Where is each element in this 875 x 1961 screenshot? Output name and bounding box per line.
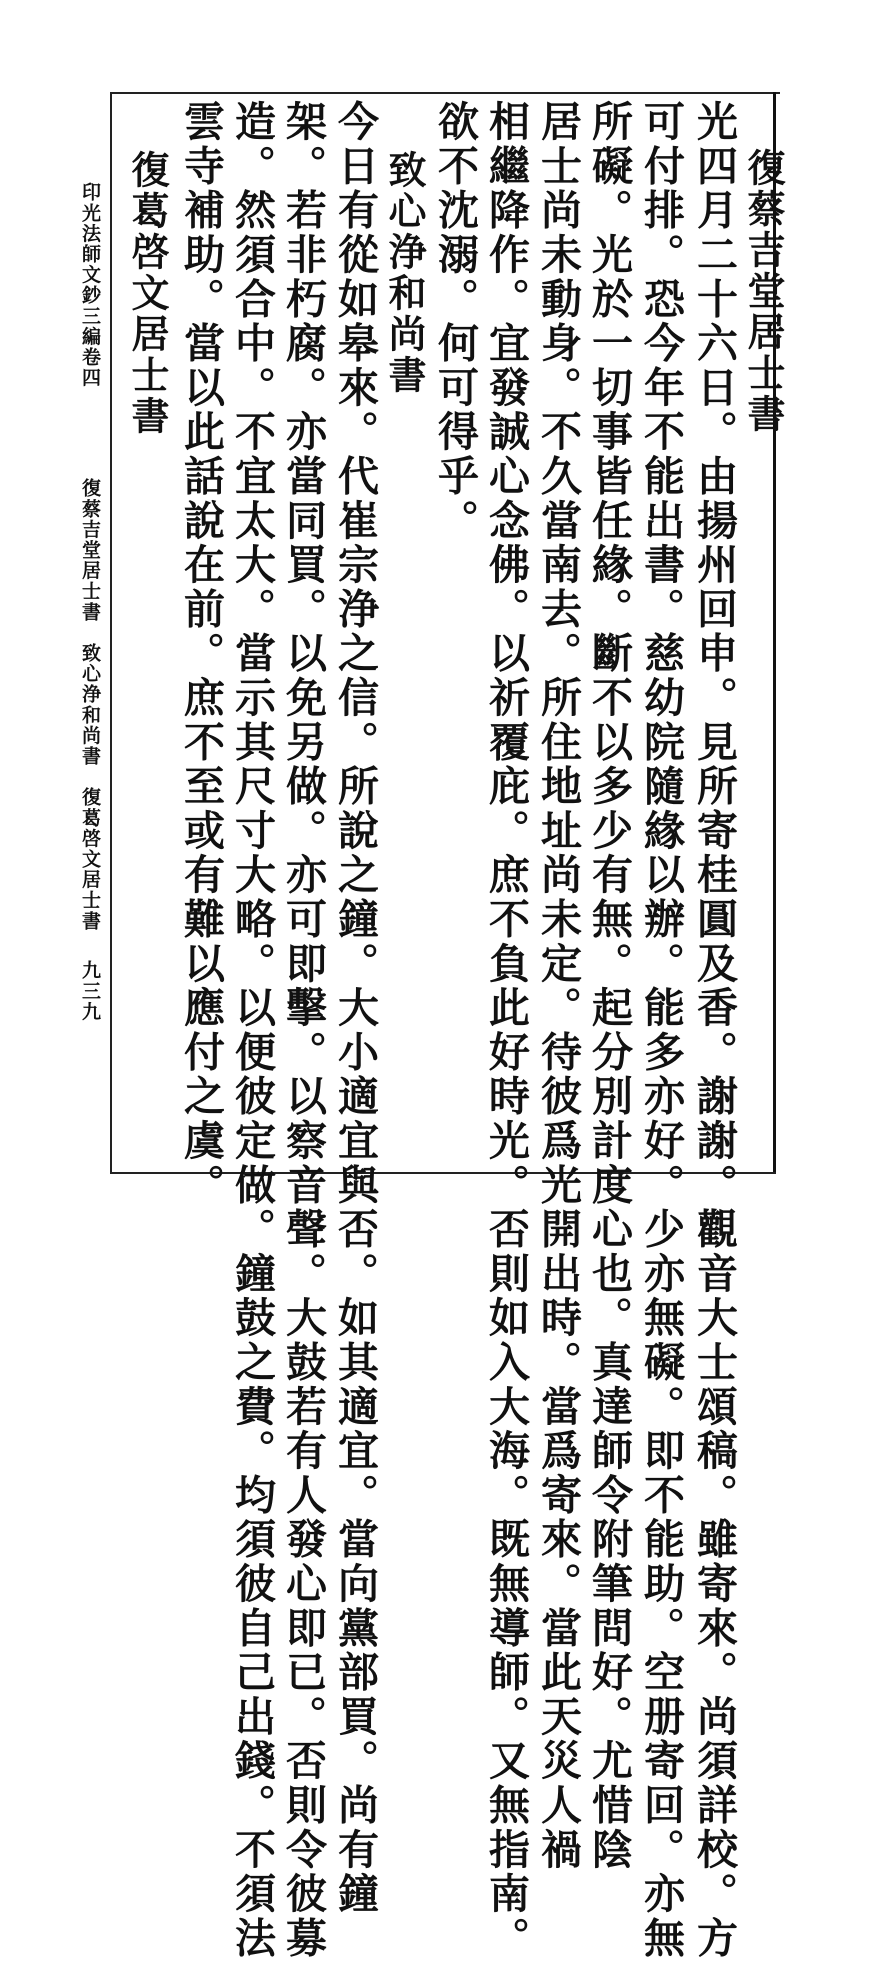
text-column: 光四月二十六日。由揚州回申。見所寄桂圓及香。謝謝。觀音大士頌稿。雖寄來。尚須詳校。方 (690, 100, 738, 1961)
text-column: 居士尚未動身。不久當南去。所住地址尚未定。待彼爲光開出時。當爲寄來。當此天災人禍 (534, 100, 582, 1872)
section-titles: 復蔡吉堂居士書 致心浄和尚書 復葛啓文居士書 (79, 478, 101, 932)
text-column: 可付排。恐今年不能出書。慈幼院隨緣以辦。能多亦好。少亦無礙。即不能助。空册寄回。亦無 (637, 100, 685, 1961)
page-border-top (110, 92, 780, 94)
text-column: 欲不沈溺。何可得乎。 (431, 100, 479, 543)
text-column: 雲寺補助。當以此話說在前。庶不至或有難以應付之虞。 (177, 100, 225, 1208)
text-column: 所礙。光於一切事皆任緣。斷不以多少有無。起分別計度心也。真達師令附筆問好。尤惜陰 (585, 100, 633, 1872)
text-column: 造。然須合中。不宜太大。當示其尺寸大略。以便彼定做。鐘鼓之費。均須彼自己出錢。不須法 (228, 100, 276, 1961)
text-column: 相繼降作。宜發誠心念佛。以祈覆庇。庶不負此好時光。否則如入大海。既無導師。又無指南。 (482, 100, 530, 1961)
text-column: 今日有從如皋來。代崔宗浄之信。所說之鐘。大小適宜與否。如其適宜。當向黨部買。尚有鐘 (331, 100, 379, 1917)
letter-title: 復葛啓文居士書 (125, 150, 170, 437)
letter-title: 復蔡吉堂居士書 (741, 148, 786, 435)
book-title: 印光法師文鈔三編卷四 (79, 182, 101, 388)
letter-title: 致心浄和尚書 (382, 150, 427, 396)
page-number: 九三九 (79, 960, 101, 1022)
page-border-left (110, 92, 112, 1174)
text-column: 架。若非朽腐。亦當同買。以免另做。亦可即擊。以察音聲。大鼓若有人發心即已。否則令彼募 (279, 100, 327, 1961)
